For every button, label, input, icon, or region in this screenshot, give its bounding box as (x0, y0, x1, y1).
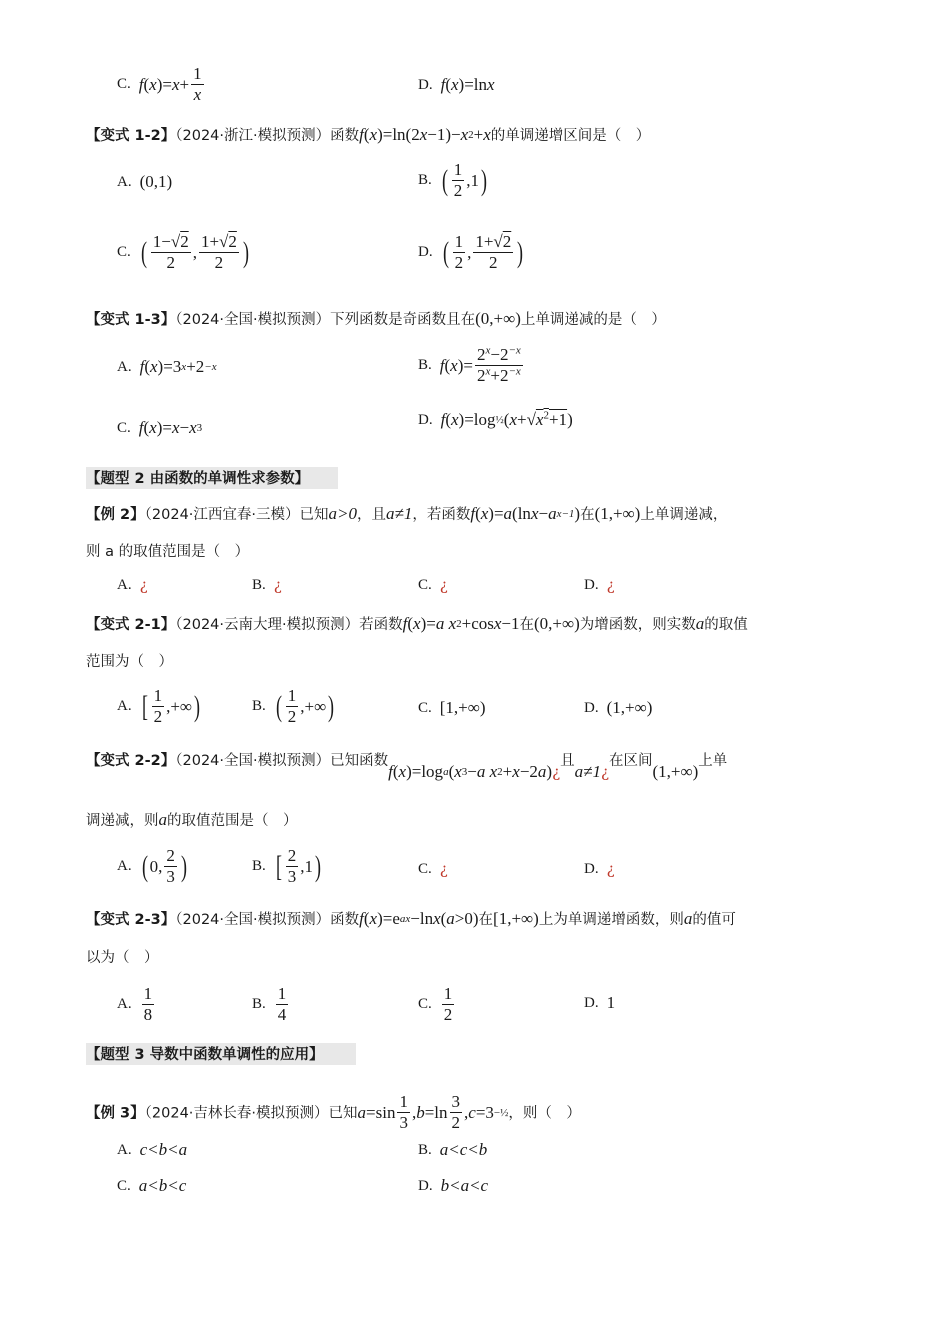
question-text: ，则（ ） (508, 1105, 581, 1122)
math-expression: 1 (606, 993, 616, 1012)
option-label: A. (117, 1141, 132, 1158)
option-label: D. (584, 860, 599, 877)
math-expression: $\frac{1}{2}$ (443, 984, 453, 1024)
v1-3-option-c (117, 418, 202, 438)
question-text: 若函数 (359, 617, 403, 633)
math-condition: a≠1 (574, 762, 601, 781)
question-v1-3 (86, 308, 864, 331)
option-label: D. (584, 994, 599, 1011)
question-v2-3 (86, 908, 864, 931)
option-label: B. (418, 1141, 432, 1158)
question-v2-1 (86, 613, 864, 636)
option-label: A. (117, 698, 132, 714)
question-text: 已知 (299, 507, 329, 523)
option-label: A. (117, 996, 132, 1012)
math-variable: a (158, 810, 167, 829)
ex2-option-b (252, 576, 282, 594)
question-text: 在 (580, 507, 595, 523)
v2-3-option-c (418, 984, 456, 1025)
question-text: 下列函数是奇函数且在 (330, 312, 476, 328)
question-text: 上单调递减的是（ ） (520, 312, 666, 328)
missing-glyph: ¿ (606, 860, 615, 878)
question-ex3 (86, 1092, 864, 1133)
math-expression: c<b<a (139, 1140, 188, 1159)
math-expression: f ( x )=ln(2 x −1)− x 2 + x (359, 125, 491, 144)
question-text: 已知 (328, 1105, 358, 1122)
math-expression: a =sin $\frac{1}{3}$ , b =ln $\frac{3}{2}$ , c =3 −½ (357, 1092, 509, 1132)
math-expression: ( $\frac{1-√2}{2}$ , $\frac{1+√2}{2}$ ) (140, 232, 249, 272)
math-variable: a (695, 614, 705, 633)
v1-2-option-d (418, 232, 525, 273)
question-v1-2 (86, 124, 864, 147)
question-text: 在 (519, 617, 535, 633)
option-label: A. (117, 358, 132, 375)
option-label: C. (418, 860, 432, 877)
v1-3-option-d (418, 410, 573, 430)
math-interval: (1,+∞) (652, 762, 699, 781)
option-label: D. (584, 699, 599, 716)
ex3-option-d (418, 1176, 488, 1196)
v2-1-option-b (252, 686, 336, 727)
v2-1-option-a (117, 686, 202, 727)
question-text: 范围为（ ） (86, 654, 173, 670)
question-tag: 【变式 1-2】 (86, 128, 176, 144)
option-label: B. (252, 698, 266, 714)
prev-option-c (117, 64, 206, 105)
question-text: ，若函数 (412, 507, 471, 523)
v2-1-option-d (584, 698, 652, 718)
missing-glyph: ¿ (439, 860, 448, 878)
math-interval: (0,+∞) (475, 309, 521, 328)
question-tag: 【例 2】 (86, 507, 145, 523)
math-expression: ( $\frac{1}{2}$ ,+∞ ) (275, 686, 335, 726)
math-expression: a<c<b (439, 1140, 488, 1159)
v2-3-option-d (584, 993, 615, 1013)
ex3-option-b (418, 1140, 487, 1160)
math-expression: a<b<c (138, 1176, 187, 1195)
math-expression: f ( x )=ln x (440, 75, 495, 94)
question-text: 已知函数 (330, 753, 389, 769)
math-expression: f ( x )= $\frac{2^x-2^{-x}}{2^x+2^{-x}}$ (439, 344, 521, 385)
missing-glyph: ¿ (600, 763, 610, 781)
math-expression: [ $\frac{2}{3}$ ,1 ) (275, 846, 322, 886)
option-label: C. (418, 996, 432, 1012)
question-source: （2024·全国·模拟预测） (175, 312, 331, 328)
question-v2-1-line2 (86, 650, 864, 673)
section-heading-type2 (86, 467, 864, 490)
option-label: B. (252, 996, 266, 1012)
option-label: D. (418, 411, 433, 428)
question-text: 函数 (330, 128, 360, 144)
question-v2-2-line2 (86, 809, 864, 832)
prev-option-d (418, 75, 495, 95)
question-text: ，且 (357, 507, 386, 523)
v2-2-option-a (117, 846, 189, 887)
math-expression: ( 0, $\frac{2}{3}$ ) (141, 846, 187, 886)
section-heading-type3 (86, 1043, 864, 1066)
math-expression: f ( x )= a (ln x − a x−1 ) (470, 504, 581, 523)
v1-2-option-c (117, 232, 251, 273)
ex3-option-c (117, 1176, 186, 1196)
math-expression: f ( x )=3 x +2 −x (139, 357, 217, 376)
question-source: （2024·全国·模拟预测） (175, 912, 331, 928)
option-label: D. (418, 1177, 433, 1194)
missing-glyph: ¿ (139, 576, 148, 594)
question-source: （2024·江西宜春·三模） (144, 507, 300, 523)
math-expression: f ( x )= a x 2 +cos x −1 (402, 614, 520, 633)
option-label: B. (418, 357, 432, 373)
question-source: （2024·浙江·模拟预测） (175, 128, 331, 144)
option-label: C. (418, 699, 432, 716)
missing-glyph: ¿ (273, 576, 282, 594)
math-expression: (1,+∞) (606, 698, 653, 717)
option-label: A. (117, 173, 132, 190)
section-heading: 【题型 3 导数中函数单调性的应用】 (86, 1047, 324, 1063)
math-expression: f ( x )=log ½ ( x +√ $x^2+1$ ) (440, 409, 573, 429)
v2-3-option-b (252, 984, 290, 1025)
v1-3-option-b (418, 345, 525, 386)
v2-3-option-a (117, 984, 156, 1025)
v2-1-option-c (418, 698, 486, 718)
option-label: C. (117, 1177, 131, 1194)
question-source: （2024·吉林长春·模拟预测） (144, 1105, 329, 1122)
question-tag: 【变式 1-3】 (86, 312, 176, 328)
math-interval: (0,+∞) (534, 614, 580, 633)
question-v2-3-line2 (86, 946, 864, 969)
v1-2-option-a (117, 172, 172, 192)
math-expression: ( $\frac{1}{2}$ , $\frac{1+√2}{2}$ ) (442, 232, 524, 272)
missing-glyph: ¿ (439, 576, 448, 594)
option-label: A. (117, 576, 132, 593)
ex2-option-d (584, 576, 615, 594)
option-label: B. (252, 858, 266, 874)
v1-2-option-b (418, 160, 489, 201)
question-text: 以为（ ） (86, 950, 159, 966)
option-label: C. (117, 419, 131, 436)
math-interval: [1,+∞) (493, 909, 539, 928)
math-expression: f ( x )=log a ( x 3 − a x 2 + x −2 a ) (388, 762, 553, 781)
math-expression: ( $\frac{1}{2}$ ,1 ) (441, 160, 488, 200)
option-label: D. (418, 244, 433, 260)
math-expression: $\frac{1}{8}$ (143, 984, 153, 1024)
question-text: 的取值 (704, 617, 748, 633)
question-text: 的单调递增区间是（ ） (490, 128, 651, 144)
question-text: 的取值范围是（ ） (167, 813, 298, 829)
missing-glyph: ¿ (552, 763, 561, 781)
option-label: B. (252, 576, 266, 593)
question-v2-2 (86, 749, 864, 781)
v2-2-option-c (418, 860, 448, 878)
option-label: C. (117, 76, 131, 92)
option-label: B. (418, 172, 432, 188)
question-source: （2024·全国·模拟预测） (175, 753, 331, 769)
v2-2-option-d (584, 860, 615, 878)
math-expression: [1,+∞) (439, 698, 486, 717)
math-expression: b<a<c (440, 1176, 489, 1195)
ex2-option-c (418, 576, 448, 594)
missing-glyph: ¿ (606, 576, 615, 594)
math-expression: $\frac{1}{4}$ (277, 984, 287, 1024)
question-text: 则 a 的取值范围是（ ） (86, 544, 250, 560)
section-heading: 【题型 2 由函数的单调性求参数】 (86, 471, 310, 487)
question-text: 调递减，则 (86, 813, 159, 829)
math-expression: (0,1) (139, 172, 173, 191)
option-label: D. (418, 76, 433, 93)
question-text: 上单调递减， (640, 507, 728, 523)
math-expression: f ( x )= x + $\frac{1}{x}$ (138, 64, 202, 104)
question-tag: 【例 3】 (86, 1105, 145, 1122)
question-text: 为增函数，则实数 (579, 617, 696, 633)
math-condition: a≠1 (386, 504, 413, 523)
question-ex2 (86, 503, 864, 526)
question-tag: 【变式 2-1】 (86, 617, 176, 633)
option-label: D. (584, 576, 599, 593)
math-condition: a>0 (328, 504, 357, 523)
question-text: 的值可 (692, 912, 736, 928)
math-expression: [ $\frac{1}{2}$ ,+∞ ) (141, 686, 201, 726)
math-variable: a (683, 909, 693, 928)
question-text: 函数 (330, 912, 360, 928)
question-text: 上单 (698, 753, 728, 769)
question-source: （2024·云南大理·模拟预测） (175, 617, 360, 633)
math-expression: f ( x )=e ax −ln x ( a >0) (359, 909, 479, 928)
question-text: 在 (478, 912, 494, 928)
option-label: C. (418, 576, 432, 593)
question-text: 在区间 (609, 753, 653, 769)
v2-2-option-b (252, 846, 323, 887)
v1-3-option-a (117, 357, 217, 377)
question-text: 上为单调递增函数，则 (538, 912, 684, 928)
question-text: 且 (560, 753, 575, 769)
math-expression: f ( x )= x − x 3 (138, 418, 203, 437)
option-label: A. (117, 858, 132, 874)
math-interval: (1,+∞) (594, 504, 641, 523)
question-ex2-line2 (86, 540, 864, 563)
ex3-option-a (117, 1140, 187, 1160)
question-tag: 【变式 2-2】 (86, 753, 176, 769)
question-tag: 【变式 2-3】 (86, 912, 176, 928)
option-label: C. (117, 244, 131, 260)
ex2-option-a (117, 576, 148, 594)
